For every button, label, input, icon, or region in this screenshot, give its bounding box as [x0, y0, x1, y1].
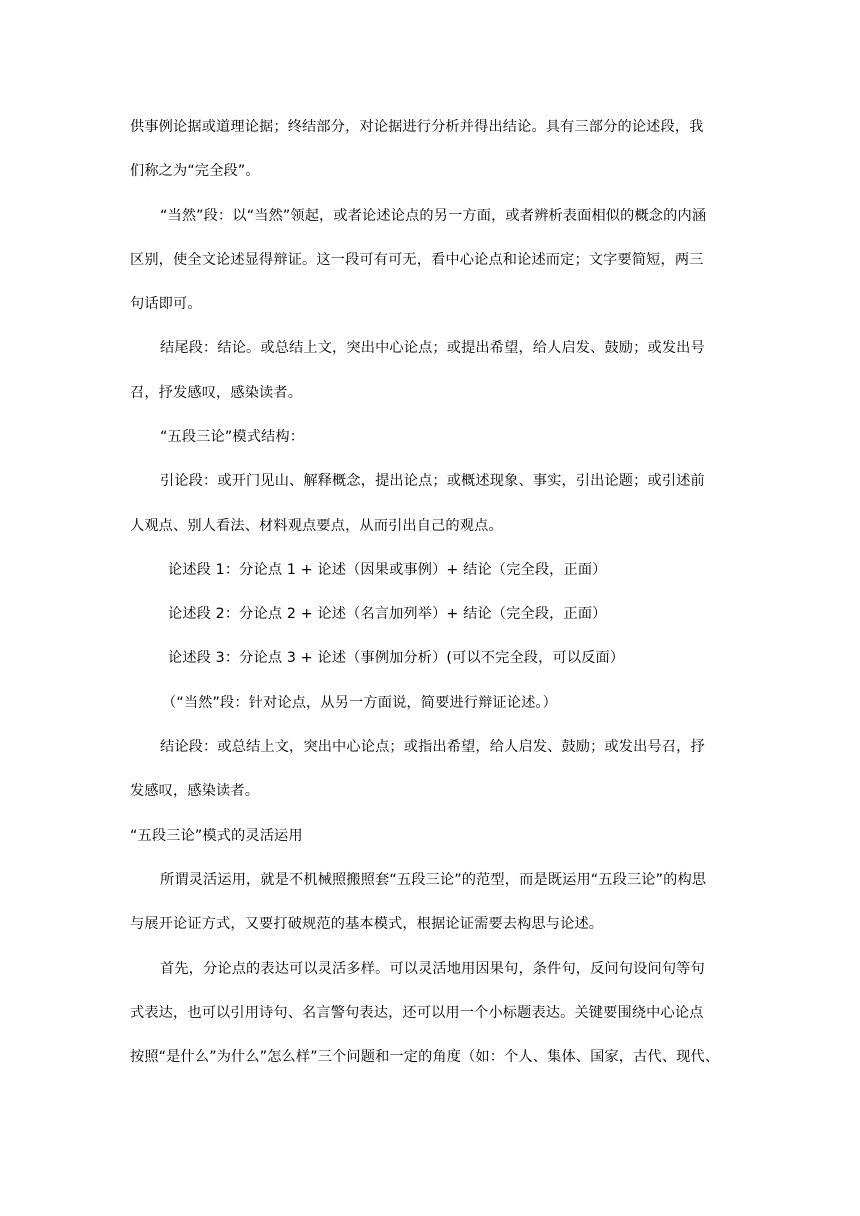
- text-line-9: 引论段：或开门见山、解释概念，提出论点；或概述现象、事实，引出论题；或引述前: [160, 473, 705, 489]
- text-line-5: 句话即可。: [130, 296, 202, 312]
- text-line-7: 召，抒发感叹，感染读者。: [130, 385, 303, 401]
- text-line-15: 结论段：或总结上文，突出中心论点；或指出希望，给人启发、鼓励；或发出号召，抒: [160, 739, 705, 755]
- text-line-12: 论述段 2：分论点 2 + 论述（名言加列举）+ 结论（完全段，正面）: [168, 606, 607, 622]
- text-line-17: “五段三论”模式的灵活运用: [130, 828, 303, 844]
- text-line-16: 发感叹，感染读者。: [130, 783, 260, 799]
- text-line-2: 们称之为“完全段”。: [130, 163, 260, 179]
- text-line-8: “五段三论”模式结构：: [160, 429, 305, 445]
- text-line-11: 论述段 1：分论点 1 + 论述（因果或事例）+ 结论（完全段，正面）: [168, 562, 607, 578]
- text-line-4: 区别，使全文论述显得辩证。这一段可有可无，看中心论点和论述而定；文字要简短，两三: [130, 252, 704, 268]
- text-line-6: 结尾段：结论。或总结上文，突出中心论点；或提出希望，给人启发、鼓励；或发出号: [160, 340, 705, 356]
- text-line-18: 所谓灵活运用，就是不机械照搬照套“五段三论”的范型，而是既运用“五段三论”的构思: [160, 872, 707, 888]
- text-line-19: 与展开论证方式，又要打破规范的基本模式，根据论证需要去构思与论述。: [130, 916, 604, 932]
- text-line-13: 论述段 3：分论点 3 + 论述（事例加分析）(可以不完全段，可以反面）: [168, 650, 625, 666]
- text-line-3: “当然”段：以“当然”领起，或者论述论点的另一方面，或者辨析表面相似的概念的内涵: [160, 208, 707, 224]
- text-line-22: 按照“是什么”为什么”怎么样”三个问题和一定的角度（如：个人、集体、国家，古代、现代、: [130, 1049, 720, 1065]
- text-line-1: 供事例论据或道理论据；终结部分，对论据进行分析并得出结论。具有三部分的论述段，我: [130, 119, 704, 135]
- text-line-20: 首先，分论点的表达可以灵活多样。可以灵活地用因果句，条件句，反问句设问句等句: [160, 961, 705, 977]
- text-line-10: 人观点、别人看法、材料观点要点，从而引出自己的观点。: [130, 518, 503, 534]
- text-line-14: （“当然”段：针对论点，从另一方面说，简要进行辩证论述。）: [162, 695, 558, 711]
- text-line-21: 式表达，也可以引用诗句、名言警句表达，还可以用一个小标题表达。关键要围绕中心论点: [130, 1005, 704, 1021]
